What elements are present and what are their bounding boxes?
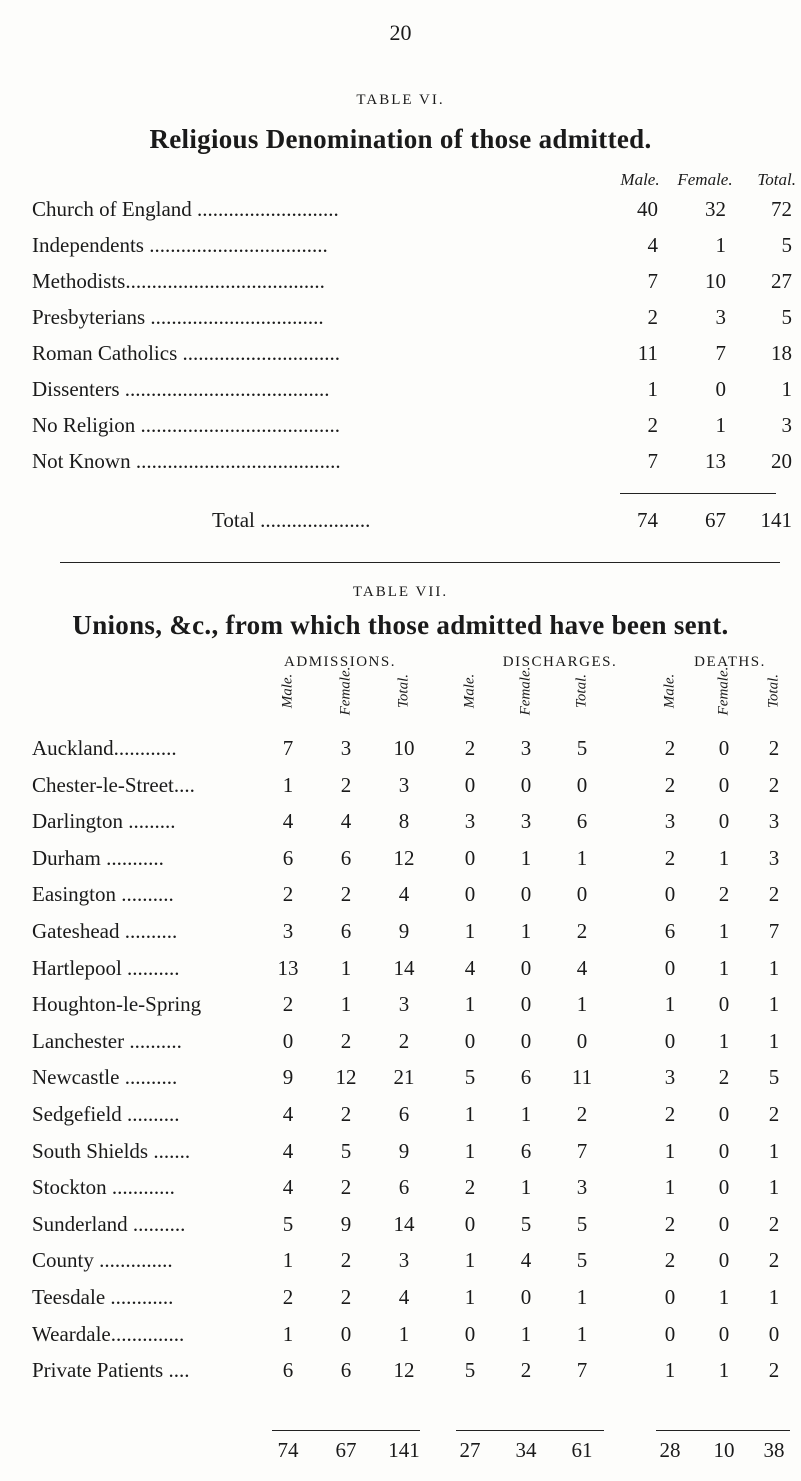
- table-cell: 2: [664, 1102, 676, 1126]
- subhead-deaths-female: [712, 660, 736, 722]
- table-cell: 0: [718, 1102, 730, 1126]
- cell-female: 0: [715, 377, 726, 401]
- row-label: Church of England ...........................: [32, 197, 339, 221]
- table-cell: 0: [576, 1028, 588, 1053]
- table-cell: 0: [520, 882, 532, 907]
- table-cell: 0: [718, 809, 730, 834]
- table-cell: 1: [768, 1285, 780, 1309]
- table-cell: 1: [664, 992, 676, 1017]
- cell-female: 1: [715, 413, 726, 437]
- subhead-text: Female.: [337, 666, 354, 716]
- union-name: Newcastle ..........: [32, 1065, 178, 1090]
- discharges-total-rule: [456, 1430, 604, 1431]
- cell-male: 1: [647, 377, 658, 401]
- table-cell: 3: [576, 1175, 588, 1200]
- table-row: [0, 197, 801, 231]
- table-cell: 0: [718, 736, 730, 760]
- table-cell: 6: [520, 1065, 532, 1090]
- table-cell: 5: [576, 1211, 588, 1236]
- union-name: Weardale..............: [32, 1321, 185, 1346]
- cell-total: 72: [771, 197, 792, 221]
- table-cell: 0: [576, 772, 588, 797]
- cell-total: 5: [781, 233, 792, 257]
- table-cell: 7: [576, 1358, 588, 1383]
- table-6-column-headers: [0, 170, 801, 194]
- table-cell: 9: [340, 1211, 352, 1236]
- table-row: [0, 1139, 801, 1175]
- row-label: No Religion ......................................: [32, 413, 340, 437]
- table-cell: 0: [664, 1321, 676, 1346]
- table-cell: 1: [718, 1028, 730, 1053]
- col-head-female: Female.: [677, 170, 733, 189]
- section-divider: [60, 562, 780, 563]
- total-label: Total .....................: [212, 508, 371, 532]
- table-row: [0, 413, 801, 447]
- table-cell: 5: [340, 1138, 352, 1163]
- table-cell: 2: [340, 1102, 352, 1126]
- total-cell: 74: [277, 1438, 299, 1462]
- table-row: [0, 1248, 801, 1284]
- table-cell: 1: [576, 1321, 588, 1346]
- table-cell: 0: [282, 1028, 294, 1053]
- total-cell: 27: [459, 1438, 481, 1462]
- table-cell: 6: [282, 845, 294, 870]
- table-cell: 4: [282, 1138, 294, 1163]
- page-number: 20: [389, 20, 412, 45]
- subhead-discharges-total: [570, 660, 594, 722]
- table-cell: 1: [664, 1358, 676, 1383]
- table-cell: 8: [398, 809, 410, 834]
- table-cell: 1: [282, 1321, 294, 1346]
- table-cell: 2: [768, 1248, 780, 1273]
- table-cell: 1: [664, 1138, 676, 1163]
- table-cell: 0: [664, 955, 676, 980]
- table-cell: 6: [282, 1358, 294, 1383]
- table-row: [0, 1065, 801, 1101]
- table-row: [0, 1029, 801, 1065]
- table-cell: 2: [576, 1102, 588, 1126]
- cell-female: 13: [705, 449, 726, 473]
- table-cell: 1: [718, 1358, 730, 1383]
- table-cell: 12: [335, 1065, 357, 1090]
- cell-female: 3: [715, 305, 726, 329]
- table-cell: 0: [464, 1028, 476, 1053]
- table-7-totals-row: [0, 1438, 801, 1468]
- table-cell: 0: [718, 1248, 730, 1273]
- cell-male: 4: [647, 233, 658, 257]
- table-cell: 5: [768, 1065, 780, 1090]
- table-cell: 4: [282, 809, 294, 834]
- table-cell: 7: [768, 919, 780, 943]
- total-female: 67: [705, 508, 726, 532]
- table-cell: 2: [282, 882, 294, 907]
- table-row: [0, 1358, 801, 1394]
- subhead-admissions-male: [276, 660, 300, 722]
- table-cell: 5: [282, 1211, 294, 1236]
- table-cell: 1: [576, 1285, 588, 1309]
- table-cell: 6: [398, 1175, 410, 1200]
- subhead-deaths-male: [658, 660, 682, 722]
- subhead-text: Female.: [517, 666, 534, 716]
- table-cell: 6: [340, 845, 352, 870]
- table-cell: 2: [664, 845, 676, 870]
- table-cell: 1: [768, 1175, 780, 1200]
- cell-total: 20: [771, 449, 792, 473]
- total-cell: 67: [335, 1438, 357, 1462]
- table-cell: 11: [571, 1065, 593, 1090]
- table-cell: 1: [520, 1175, 532, 1200]
- union-name: Stockton ............: [32, 1175, 175, 1200]
- union-name: Easington ..........: [32, 882, 174, 907]
- table-cell: 0: [520, 1028, 532, 1053]
- table-cell: 3: [398, 992, 410, 1017]
- table-cell: 1: [718, 955, 730, 980]
- table-row: [0, 1102, 801, 1138]
- table-cell: 1: [718, 1285, 730, 1309]
- table-cell: 1: [520, 845, 532, 870]
- table-cell: 4: [398, 882, 410, 907]
- union-name: Durham ...........: [32, 845, 164, 870]
- table-cell: 6: [664, 919, 676, 943]
- row-label: Independents ..................................: [32, 233, 328, 257]
- table-cell: 5: [576, 736, 588, 760]
- cell-total: 1: [781, 377, 792, 401]
- cell-total: 18: [771, 341, 792, 365]
- admissions-total-rule: [272, 1430, 420, 1431]
- row-label: Dissenters .......................................: [32, 377, 330, 401]
- group-head-admissions: ADMISSIONS.: [284, 654, 396, 670]
- cell-male: 7: [647, 449, 658, 473]
- union-name: Darlington .........: [32, 809, 176, 834]
- table-row: [0, 233, 801, 267]
- table-cell: 3: [464, 809, 476, 834]
- table-row: [0, 919, 801, 955]
- table-cell: 1: [464, 1138, 476, 1163]
- table-cell: 0: [718, 992, 730, 1017]
- cell-male: 7: [647, 269, 658, 293]
- table-cell: 3: [398, 772, 410, 797]
- row-label: Presbyterians .................................: [32, 305, 324, 329]
- table-6-label: TABLE VI.: [356, 92, 445, 108]
- union-name: Sedgefield ..........: [32, 1102, 180, 1126]
- table-cell: 1: [520, 1102, 532, 1126]
- table-cell: 0: [718, 1175, 730, 1200]
- table-cell: 3: [664, 809, 676, 834]
- table-cell: 1: [664, 1175, 676, 1200]
- table-cell: 7: [282, 736, 294, 760]
- cell-male: 2: [647, 413, 658, 437]
- table-row: [0, 1175, 801, 1211]
- union-name: South Shields .......: [32, 1138, 191, 1163]
- table-cell: 1: [768, 992, 780, 1017]
- table-row: [0, 992, 801, 1028]
- table-cell: 0: [464, 772, 476, 797]
- union-name: Gateshead ..........: [32, 919, 178, 943]
- subhead-text: Male.: [461, 673, 478, 709]
- subhead-text: Total.: [573, 673, 590, 709]
- table-cell: 4: [520, 1248, 532, 1273]
- table-cell: 0: [576, 882, 588, 907]
- table-cell: 10: [393, 736, 415, 760]
- table-cell: 12: [393, 845, 415, 870]
- table-row: [0, 1285, 801, 1321]
- total-cell: 10: [713, 1438, 735, 1462]
- table-cell: 0: [464, 1321, 476, 1346]
- deaths-total-rule: [656, 1430, 790, 1431]
- subhead-text: Male.: [661, 673, 678, 709]
- table-cell: 5: [464, 1358, 476, 1383]
- subhead-discharges-male: [458, 660, 482, 722]
- table-7-title: Unions, &c., from which those admitted have been sent.: [72, 610, 729, 640]
- table-cell: 1: [520, 1321, 532, 1346]
- table-cell: 6: [340, 1358, 352, 1383]
- table-row: [0, 269, 801, 303]
- table-row: [0, 377, 801, 411]
- table-cell: 1: [398, 1321, 410, 1346]
- table-cell: 1: [340, 955, 352, 980]
- table-cell: 2: [768, 1358, 780, 1383]
- table-cell: 1: [282, 1248, 294, 1273]
- table-cell: 1: [464, 1285, 476, 1309]
- table-cell: 2: [768, 882, 780, 907]
- union-name: County ..............: [32, 1248, 173, 1273]
- union-name: Private Patients ....: [32, 1358, 190, 1383]
- table-cell: 3: [520, 809, 532, 834]
- cell-total: 5: [781, 305, 792, 329]
- table-row: [0, 846, 801, 882]
- table-cell: 0: [464, 845, 476, 870]
- subhead-deaths-total: [762, 660, 786, 722]
- table-cell: 2: [464, 1175, 476, 1200]
- table-cell: 0: [718, 772, 730, 797]
- total-cell: 61: [571, 1438, 593, 1462]
- table-cell: 5: [520, 1211, 532, 1236]
- union-name: Chester-le-Street....: [32, 772, 195, 797]
- table-cell: 2: [340, 1248, 352, 1273]
- table-cell: 4: [282, 1102, 294, 1126]
- table-cell: 21: [393, 1065, 415, 1090]
- table-cell: 13: [277, 955, 299, 980]
- table-cell: 1: [768, 955, 780, 980]
- table-cell: 1: [464, 1102, 476, 1126]
- subhead-admissions-total: [392, 660, 416, 722]
- table-cell: 2: [340, 1028, 352, 1053]
- table-row: [0, 341, 801, 375]
- table-cell: 1: [576, 992, 588, 1017]
- table-6-total-rule: [620, 493, 776, 494]
- table-6-title: Religious Denomination of those admitted.: [149, 124, 652, 154]
- subhead-admissions-female: [334, 660, 358, 722]
- table-cell: 2: [718, 1065, 730, 1090]
- table-cell: 2: [768, 1211, 780, 1236]
- table-cell: 1: [464, 919, 476, 943]
- col-head-male: Male.: [620, 170, 660, 189]
- union-name: Lanchester ..........: [32, 1028, 182, 1053]
- table-cell: 2: [664, 736, 676, 760]
- table-cell: 1: [768, 1028, 780, 1053]
- subhead-text: Total.: [395, 673, 412, 709]
- table-cell: 12: [393, 1358, 415, 1383]
- table-cell: 2: [464, 736, 476, 760]
- table-cell: 1: [576, 845, 588, 870]
- table-cell: 3: [340, 736, 352, 760]
- cell-male: 40: [637, 197, 658, 221]
- table-row: [0, 1212, 801, 1248]
- subhead-text: Female.: [715, 666, 732, 716]
- table-cell: 1: [768, 1138, 780, 1163]
- table-cell: 2: [664, 772, 676, 797]
- table-cell: 5: [464, 1065, 476, 1090]
- table-row: [0, 1322, 801, 1358]
- table-cell: 4: [576, 955, 588, 980]
- table-cell: 2: [340, 1285, 352, 1309]
- table-row: [0, 882, 801, 918]
- table-cell: 0: [718, 1321, 730, 1346]
- table-cell: 3: [520, 736, 532, 760]
- union-name: Teesdale ............: [32, 1285, 174, 1309]
- total-total: 141: [760, 508, 792, 532]
- subhead-discharges-female: [514, 660, 538, 722]
- table-cell: 4: [398, 1285, 410, 1309]
- table-cell: 2: [664, 1248, 676, 1273]
- table-cell: 0: [464, 1211, 476, 1236]
- table-cell: 0: [718, 1138, 730, 1163]
- cell-male: 2: [647, 305, 658, 329]
- cell-female: 32: [705, 197, 726, 221]
- table-cell: 6: [576, 809, 588, 834]
- table-cell: 0: [718, 1211, 730, 1236]
- total-cell: 141: [388, 1438, 420, 1462]
- table-cell: 4: [340, 809, 352, 834]
- table-row: [0, 305, 801, 339]
- cell-female: 10: [705, 269, 726, 293]
- table-6-total-row: [0, 508, 801, 542]
- table-cell: 2: [768, 772, 780, 797]
- total-cell: 28: [659, 1438, 681, 1462]
- table-cell: 2: [282, 992, 294, 1017]
- subhead-text: Male.: [279, 673, 296, 709]
- table-cell: 9: [282, 1065, 294, 1090]
- union-name: Houghton-le-Spring: [32, 992, 202, 1017]
- col-head-total: Total.: [757, 170, 796, 189]
- union-name: Hartlepool ..........: [32, 955, 180, 980]
- cell-female: 7: [715, 341, 726, 365]
- table-cell: 14: [393, 1211, 415, 1236]
- table-row: [0, 809, 801, 845]
- total-cell: 34: [515, 1438, 537, 1462]
- table-row: [0, 736, 801, 772]
- cell-female: 1: [715, 233, 726, 257]
- table-row: [0, 956, 801, 992]
- table-cell: 1: [520, 919, 532, 943]
- union-name: Auckland............: [32, 736, 177, 760]
- table-cell: 3: [768, 845, 780, 870]
- row-label: Roman Catholics ..............................: [32, 341, 340, 365]
- table-cell: 5: [576, 1248, 588, 1273]
- table-cell: 3: [768, 809, 780, 834]
- table-cell: 1: [718, 845, 730, 870]
- table-cell: 1: [464, 1248, 476, 1273]
- table-cell: 0: [340, 1321, 352, 1346]
- table-cell: 2: [768, 736, 780, 760]
- table-cell: 3: [398, 1248, 410, 1273]
- table-cell: 0: [664, 1285, 676, 1309]
- table-cell: 2: [520, 1358, 532, 1383]
- group-head-discharges: DISCHARGES.: [502, 654, 618, 670]
- total-cell: 38: [763, 1438, 785, 1462]
- table-row: [0, 773, 801, 809]
- row-label: Not Known .......................................: [32, 449, 341, 473]
- table-row: [0, 449, 801, 483]
- table-cell: 2: [282, 1285, 294, 1309]
- cell-male: 11: [637, 341, 658, 365]
- table-cell: 1: [718, 919, 730, 943]
- cell-total: 3: [781, 413, 792, 437]
- table-cell: 2: [340, 882, 352, 907]
- table-cell: 0: [520, 992, 532, 1017]
- table-cell: 2: [768, 1102, 780, 1126]
- table-cell: 0: [520, 1285, 532, 1309]
- group-head-deaths: DEATHS.: [694, 654, 766, 670]
- table-cell: 0: [464, 882, 476, 907]
- total-male: 74: [637, 508, 658, 532]
- table-cell: 1: [340, 992, 352, 1017]
- table-cell: 2: [398, 1028, 410, 1053]
- table-cell: 9: [398, 1138, 410, 1163]
- table-cell: 14: [393, 955, 415, 980]
- table-cell: 1: [464, 992, 476, 1017]
- cell-total: 27: [771, 269, 792, 293]
- table-cell: 0: [768, 1321, 780, 1346]
- table-cell: 1: [282, 772, 294, 797]
- table-cell: 6: [340, 919, 352, 943]
- subhead-text: Total.: [765, 673, 782, 709]
- table-cell: 6: [398, 1102, 410, 1126]
- row-label: Methodists......................................: [32, 269, 325, 293]
- table-7-label: TABLE VII.: [352, 584, 449, 600]
- table-cell: 3: [282, 919, 294, 943]
- table-cell: 2: [340, 1175, 352, 1200]
- table-cell: 6: [520, 1138, 532, 1163]
- table-cell: 3: [664, 1065, 676, 1090]
- table-cell: 4: [282, 1175, 294, 1200]
- table-cell: 4: [464, 955, 476, 980]
- table-cell: 2: [664, 1211, 676, 1236]
- table-cell: 2: [718, 882, 730, 907]
- table-cell: 0: [520, 955, 532, 980]
- table-cell: 7: [576, 1138, 588, 1163]
- table-cell: 0: [664, 882, 676, 907]
- table-cell: 2: [576, 919, 588, 943]
- table-cell: 0: [664, 1028, 676, 1053]
- union-name: Sunderland ..........: [32, 1211, 186, 1236]
- table-cell: 9: [398, 919, 410, 943]
- table-cell: 0: [520, 772, 532, 797]
- table-cell: 2: [340, 772, 352, 797]
